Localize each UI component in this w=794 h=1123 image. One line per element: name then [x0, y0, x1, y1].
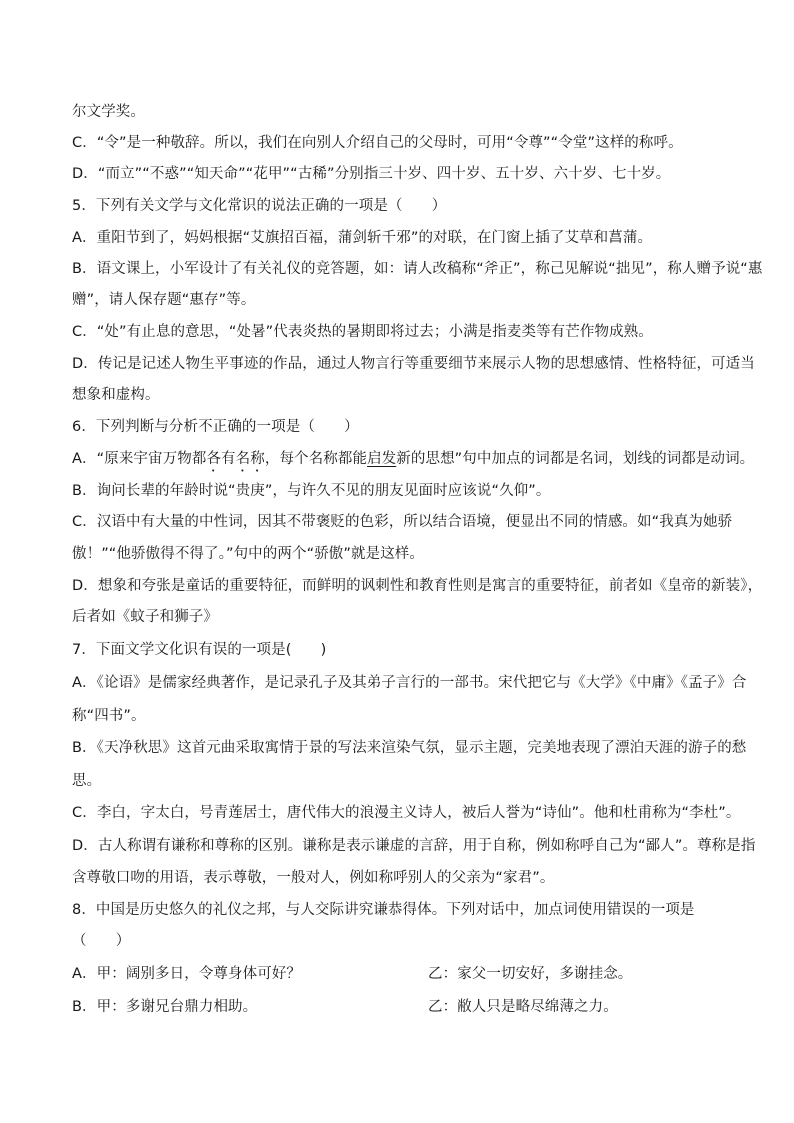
q6-a-dotted-2: 名称: [235, 451, 265, 467]
q6-a-text-2: 有: [221, 451, 236, 467]
q4-option-c: C．“令”是一种敬辞。所以，我们在向别人介绍自己的父母时，可用“令尊”“令堂”这样的称呼。: [72, 135, 683, 151]
q5-option-c: C．“处”有止息的意思，“处暑”代表炎热的暑期即将过去；小满是指麦类等有芒作物成熟。: [72, 324, 653, 340]
q7-option-a: A．《论语》是儒家经典著作，是记录孔子及其弟子言行的一部书。宋代把它与《大学》《中庸》《孟子》合: [72, 675, 747, 691]
q8-a-speaker-2: 乙：家父一切安好，多谢挂念。: [428, 966, 633, 982]
q7-stem: 7．下面文学文化识有误的一项是( ): [72, 642, 327, 658]
q5-option-b-cont: 赠”，请人保存题“惠存”等。: [72, 292, 256, 308]
q5-option-d-cont: 想象和虚构。: [72, 387, 160, 403]
q4-option-d: D．“而立”“不惑”“知天命”“花甲”“古稀”分别指三十岁、四十岁、五十岁、六十岁、七十岁。: [72, 166, 671, 182]
q6-option-c: C．汉语中有大量的中性词，因其不带褒贬的色彩，所以结合语境，便显出不同的情感。如“我真为她骄: [72, 514, 733, 530]
line-1: 尔文学奖。: [72, 104, 145, 120]
q8-b-speaker-1: B．甲：多谢兄台鼎力相助。: [72, 999, 258, 1015]
q5-stem: 5．下列有关文学与文化常识的说法正确的一项是（ ）: [72, 198, 447, 214]
q6-option-a: [72, 449, 754, 475]
q6-option-d-cont: 后者如《蚊子和狮子》: [72, 609, 218, 625]
q7-option-b: B．《天净秋思》这首元曲采取寓情于景的写法来渲染气氛，显示主题，完美地表现了漂泊天涯的游子的愁: [72, 740, 747, 756]
q6-a-dotted-1: 各: [206, 451, 222, 467]
q6-a-underlined: 启发: [367, 451, 397, 467]
q6-option-b: B．询问长辈的年龄时说“贵庚”，与许久不见的朋友见面时应该说“久仰”。: [72, 483, 551, 499]
q7-option-d-cont: 含尊敬口吻的用语，表示尊敬，一般对人，例如称呼别人的父亲为“家君”。: [72, 870, 555, 886]
q8-b-speaker-2: 乙：敝人只是略尽绵薄之力。: [428, 999, 618, 1015]
q8-option-a: [72, 964, 633, 984]
q6-a-text-4: 新的思想”句中加点的词都是名词，划线的词都是动词。: [396, 451, 755, 467]
q5-option-d: D．传记是记述人物生平事迹的作品，通过人物言行等重要细节来展示人物的思想感情、性格特征，可适当: [72, 356, 755, 372]
q5-option-a: A．重阳节到了，妈妈根据“艾旗招百福，蒲剑斩千邪”的对联，在门窗上插了艾草和菖蒲。: [72, 230, 653, 246]
q7-option-c: C．李白，字太白，号青莲居士，唐代伟大的浪漫主义诗人，被后人誉为“诗仙”。他和杜甫称为“李杜”。: [72, 805, 741, 821]
q6-option-c-cont: 傲！”“他骄傲得不得了。”句中的两个“骄傲”就是这样。: [72, 546, 425, 562]
q8-bracket: （ ）: [72, 933, 131, 949]
q7-option-b-cont: 思。: [72, 773, 102, 789]
q7-option-d: D．古人称谓有谦称和尊称的区别。谦称是表示谦虚的言辞，用于自称，例如称呼自己为“鄙人”。尊称是指: [72, 838, 756, 854]
q6-a-text-3: ，每个名称都能: [264, 451, 368, 467]
q8-stem: 8．中国是历史悠久的礼仪之邦，与人交际讲究谦恭得体。下列对话中，加点词使用错误的一项是: [72, 902, 695, 918]
q6-option-d: D．想象和夸张是童话的重要特征，而鲜明的讽刺性和教育性则是寓言的重要特征，前者如《皇帝的新装》，: [72, 578, 763, 594]
q6-a-text-1: A．“原来宇宙万物都: [72, 451, 207, 467]
q5-option-b: B．语文课上，小军设计了有关礼仪的竞答题，如：请人改稿称“斧正”，称己见解说“拙见”，称人赠予说“惠: [72, 261, 763, 277]
q8-a-speaker-1: A．甲：阔别多日，令尊身体可好？: [72, 966, 302, 982]
q8-option-b: [72, 997, 618, 1017]
q7-option-a-cont: 称“四书”。: [72, 708, 146, 724]
q6-stem: 6．下列判断与分析不正确的一项是（ ）: [72, 419, 359, 435]
